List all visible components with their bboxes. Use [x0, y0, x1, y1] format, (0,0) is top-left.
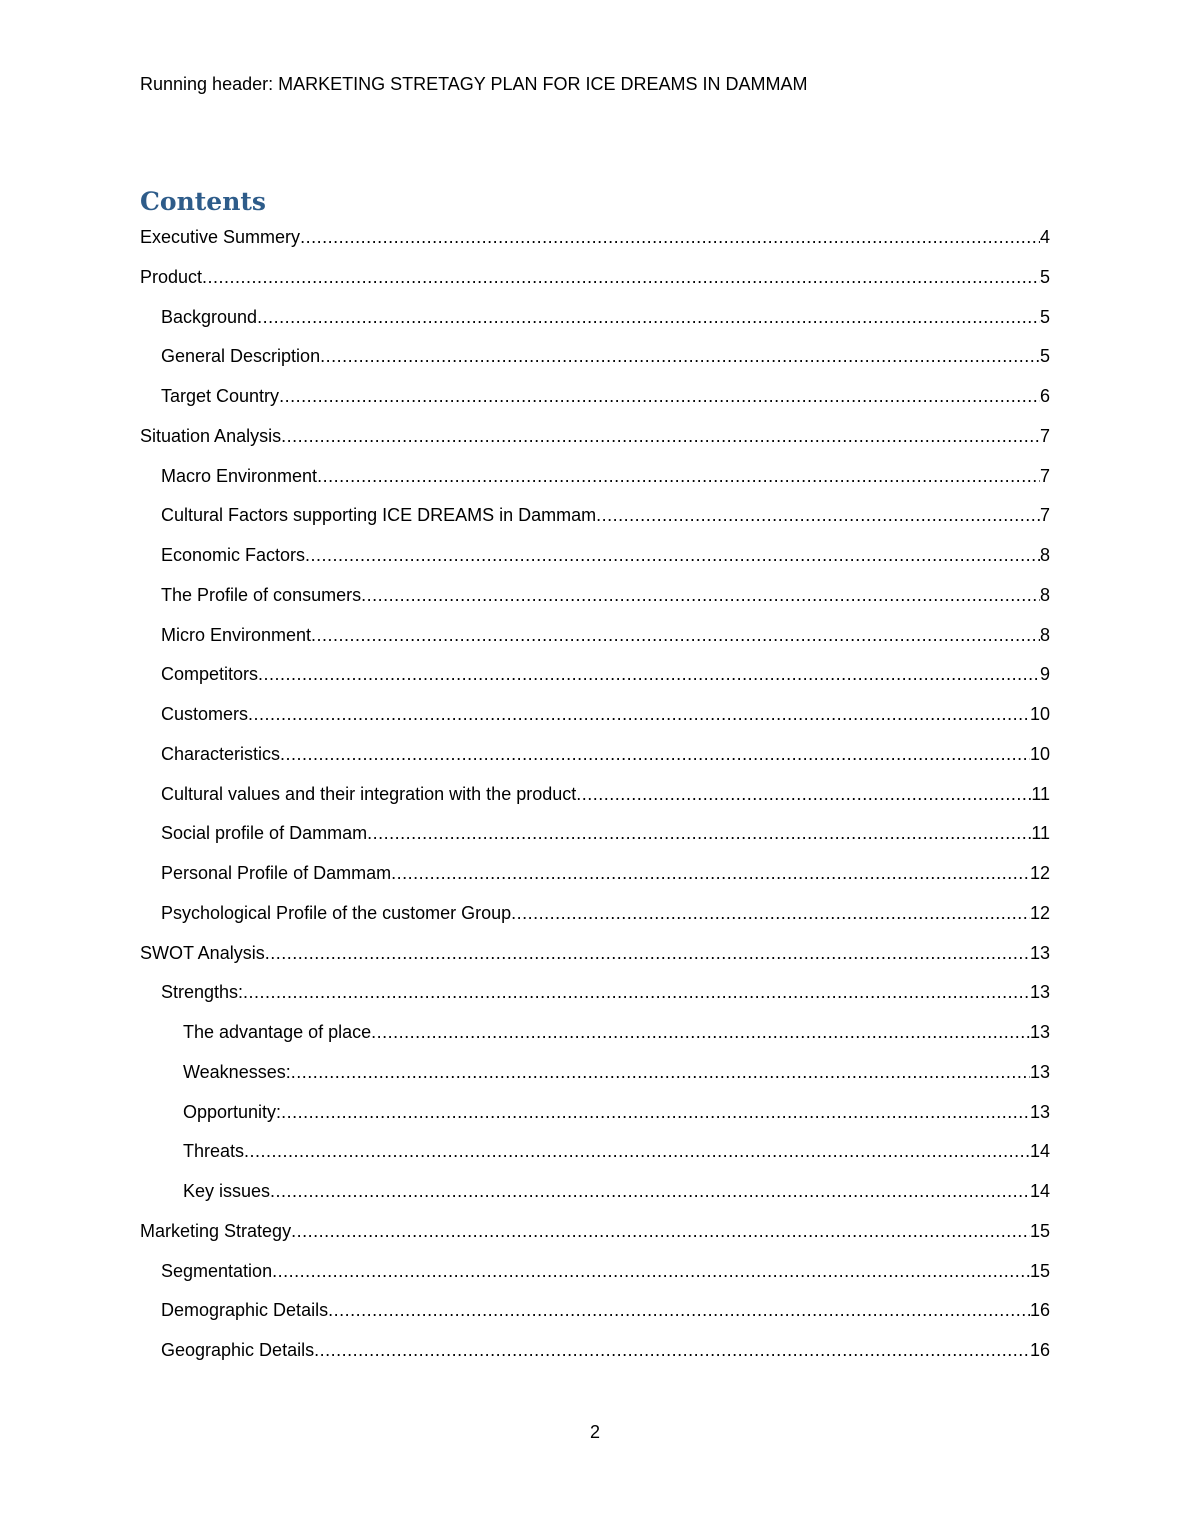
toc-title: Contents	[140, 187, 267, 216]
toc-entry[interactable]	[140, 1020, 1050, 1060]
toc-dot-leader	[244, 1139, 1030, 1163]
toc-entry-label[interactable]: Key issues	[183, 1181, 271, 1201]
toc-entry-page[interactable]: 8	[1039, 584, 1050, 605]
page-number: 2	[589, 1422, 600, 1442]
toc-entry-page[interactable]: 5	[1039, 346, 1050, 367]
toc-entry[interactable]	[140, 464, 1050, 504]
toc-entry-page[interactable]: 6	[1039, 386, 1050, 406]
toc-dot-leader	[317, 464, 1040, 488]
toc-dot-leader	[291, 1219, 1030, 1243]
toc-entry-page[interactable]: 12	[1029, 902, 1050, 923]
toc-dot-leader	[320, 344, 1040, 368]
toc-dot-leader	[258, 662, 1040, 686]
toc-dot-leader	[257, 305, 1040, 329]
toc-entry[interactable]	[140, 1060, 1050, 1100]
toc-entry-label[interactable]: Background	[161, 306, 258, 327]
running-header: Running header: MARKETING STRETAGY PLAN FOR ICE DREAMS IN DAMMAM	[140, 74, 808, 94]
toc-dot-leader	[243, 980, 1030, 1004]
toc-dot-leader	[391, 861, 1030, 885]
toc-entry[interactable]	[140, 503, 1050, 543]
toc-entry-page[interactable]: 12	[1029, 863, 1050, 883]
toc-entry-label[interactable]: Customers	[161, 704, 249, 724]
toc-dot-leader	[576, 782, 1031, 806]
toc-entry-label[interactable]: Threats	[183, 1141, 245, 1162]
toc-entry-label[interactable]: Geographic Details	[161, 1340, 315, 1360]
toc-entry-label[interactable]: Psychological Profile of the customer Group	[161, 902, 512, 923]
toc-entry[interactable]	[140, 623, 1050, 663]
toc-entry-label[interactable]: Macro Environment	[161, 465, 318, 486]
toc-entry-label[interactable]: Competitors	[161, 664, 259, 685]
toc-entry[interactable]	[140, 1259, 1050, 1299]
toc-entry[interactable]	[140, 980, 1050, 1020]
toc-entry[interactable]	[140, 1219, 1050, 1259]
toc-dot-leader	[511, 901, 1030, 925]
toc-dot-leader	[280, 742, 1030, 766]
toc-entry-label[interactable]: Micro Environment	[161, 624, 312, 645]
toc-entry-page[interactable]: 13	[1029, 982, 1050, 1003]
toc-entry-label[interactable]: Economic Factors	[161, 545, 306, 565]
toc-entry[interactable]	[140, 305, 1050, 345]
toc-dot-leader	[281, 1100, 1030, 1124]
toc-dot-leader	[311, 623, 1040, 647]
toc-dot-leader	[291, 1060, 1030, 1084]
toc-entry-page[interactable]: 14	[1029, 1141, 1050, 1162]
toc-entry-label[interactable]: Marketing Strategy	[140, 1220, 292, 1241]
toc-entry-label[interactable]: Product	[140, 266, 203, 287]
toc-dot-leader	[300, 225, 1040, 249]
toc-entry[interactable]	[140, 384, 1050, 424]
toc-entry-page[interactable]: 13	[1029, 942, 1050, 963]
toc-entry-label[interactable]: Executive Summery	[140, 227, 301, 247]
toc-dot-leader	[596, 503, 1040, 527]
toc-entry[interactable]	[140, 861, 1050, 901]
toc-entry-label[interactable]: Target Country	[161, 386, 280, 406]
toc-entry-page[interactable]: 14	[1029, 1181, 1050, 1201]
toc-dot-leader	[265, 941, 1030, 965]
toc-entry[interactable]	[140, 543, 1050, 583]
toc-entry[interactable]	[140, 662, 1050, 702]
toc-entry-page[interactable]: 8	[1039, 624, 1050, 645]
toc-entry[interactable]	[140, 1139, 1050, 1179]
toc-entry[interactable]	[140, 821, 1050, 861]
toc-entry-label[interactable]: Situation Analysis	[140, 425, 282, 446]
toc-entry-page[interactable]: 15	[1029, 1220, 1050, 1241]
toc-entry-page[interactable]: 15	[1029, 1260, 1050, 1281]
toc-entry-label[interactable]: SWOT Analysis	[140, 942, 265, 963]
toc-dot-leader	[305, 543, 1040, 567]
toc-entry[interactable]	[140, 424, 1050, 464]
toc-entry-label[interactable]: Strengths:	[161, 982, 244, 1003]
toc-entry-label[interactable]: Characteristics	[161, 743, 281, 764]
toc-entry-label[interactable]: Weaknesses:	[183, 1061, 291, 1082]
toc-dot-leader	[202, 265, 1040, 289]
toc-entry-label[interactable]: General Description	[161, 346, 321, 367]
toc-entry[interactable]	[140, 265, 1050, 305]
toc-dot-leader	[270, 1179, 1030, 1203]
toc-entry[interactable]	[140, 225, 1050, 265]
toc-entry[interactable]	[140, 1100, 1050, 1140]
toc-dot-leader	[279, 384, 1040, 408]
toc-entry-page[interactable]: 7	[1039, 465, 1050, 486]
toc-entry-page[interactable]: 7	[1039, 425, 1050, 446]
toc-entry[interactable]	[140, 1179, 1050, 1219]
toc-entry-label[interactable]: Segmentation	[161, 1260, 273, 1281]
toc-entry-page[interactable]: 13	[1029, 1022, 1050, 1042]
toc-entry-page[interactable]: 5	[1039, 266, 1050, 287]
toc-entry[interactable]	[140, 1298, 1050, 1338]
toc-entry[interactable]	[140, 702, 1050, 742]
toc-entry-label[interactable]: Opportunity:	[183, 1101, 282, 1122]
toc-entry-page[interactable]: 5	[1039, 306, 1050, 327]
toc-entry-page[interactable]: 9	[1039, 664, 1050, 685]
toc-entry-page[interactable]: 16	[1029, 1340, 1050, 1360]
toc-entry-label[interactable]: Social profile of Dammam	[161, 823, 368, 844]
toc-entry[interactable]	[140, 742, 1050, 782]
toc-entry[interactable]	[140, 782, 1050, 822]
toc-entry-label[interactable]: Demographic Details	[161, 1300, 329, 1321]
toc-entry-page[interactable]: 4	[1039, 227, 1050, 247]
toc-entry-page[interactable]: 13	[1029, 1101, 1050, 1122]
toc-entry-label[interactable]: The Profile of consumers	[161, 584, 362, 605]
toc-dot-leader	[281, 424, 1040, 448]
toc-entry-page[interactable]: 16	[1029, 1300, 1050, 1321]
table-of-contents	[140, 225, 1050, 1378]
toc-dot-leader	[361, 583, 1040, 607]
toc-entry[interactable]	[140, 344, 1050, 384]
toc-entry-page[interactable]: 11	[1031, 823, 1050, 844]
toc-entry-label[interactable]: Personal Profile of Dammam	[161, 863, 392, 883]
toc-entry[interactable]	[140, 1338, 1050, 1378]
toc-entry[interactable]	[140, 583, 1050, 623]
toc-entry-page[interactable]: 10	[1029, 743, 1050, 764]
toc-entry-page[interactable]: 10	[1029, 704, 1050, 724]
toc-dot-leader	[314, 1338, 1030, 1362]
toc-entry-label[interactable]: The advantage of place	[183, 1022, 372, 1042]
toc-entry-page[interactable]: 8	[1039, 545, 1050, 565]
toc-dot-leader	[272, 1259, 1030, 1283]
toc-dot-leader	[328, 1298, 1030, 1322]
toc-dot-leader	[248, 702, 1030, 726]
toc-entry[interactable]	[140, 941, 1050, 981]
toc-dot-leader	[367, 821, 1031, 845]
toc-entry-label[interactable]: Cultural Factors supporting ICE DREAMS in Dammam	[161, 505, 597, 526]
toc-entry-page[interactable]: 11	[1031, 783, 1050, 804]
toc-entry-page[interactable]: 7	[1039, 505, 1050, 526]
toc-entry[interactable]	[140, 901, 1050, 941]
toc-dot-leader	[371, 1020, 1030, 1044]
toc-entry-page[interactable]: 13	[1029, 1061, 1050, 1082]
toc-entry-label[interactable]: Cultural values and their integration with the product	[161, 783, 577, 804]
